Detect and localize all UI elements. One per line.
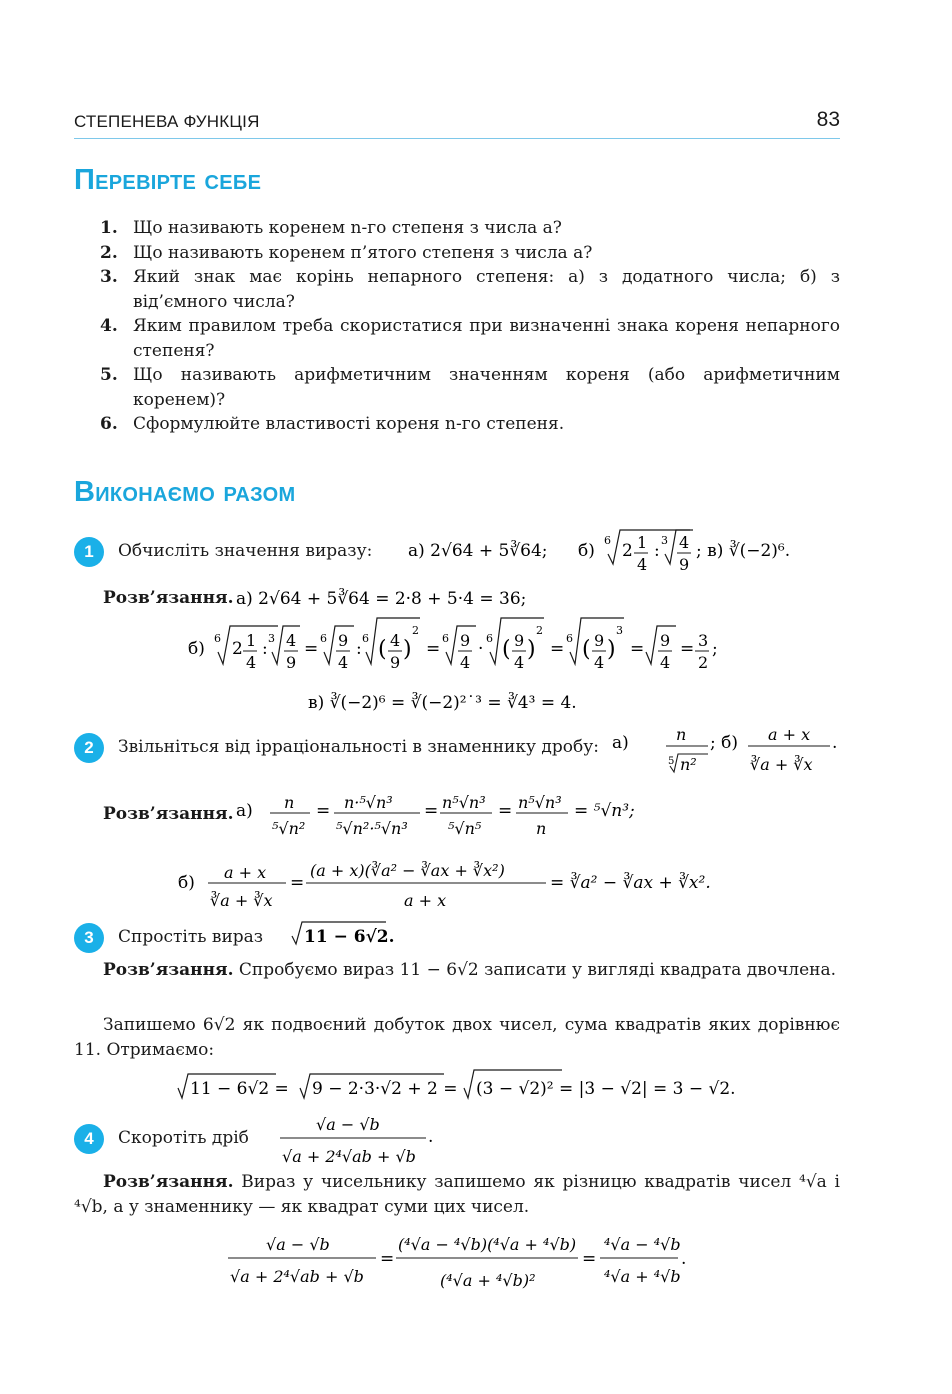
svg-text::: : — [356, 639, 362, 659]
exercise-3-paragraph-2: Запишемо 6√2 як подвоєний добуток двох чисел, сума квадратів яких дорівнює 11. Отримаємо: — [74, 1015, 840, 1060]
svg-text:4: 4 — [390, 631, 401, 650]
svg-text:а): а) — [236, 801, 253, 821]
svg-text:4: 4 — [460, 653, 471, 672]
list-item: 2. Що називають коренем п’ятого степеня з числа a? — [100, 242, 593, 263]
svg-text:.: . — [832, 733, 838, 753]
solution-1a-math — [236, 584, 576, 614]
svg-text:=: = — [582, 1249, 597, 1269]
svg-text:2: 2 — [698, 653, 709, 672]
svg-text:б): б) — [188, 639, 205, 659]
svg-text:2: 2 — [536, 624, 543, 637]
svg-text:5: 5 — [668, 756, 675, 767]
svg-text:√a + 2⁴√ab + √b: √a + 2⁴√ab + √b — [282, 1147, 416, 1166]
svg-text:б): б) — [178, 873, 195, 893]
svg-text:6: 6 — [486, 632, 493, 645]
svg-text:(: ( — [378, 637, 387, 662]
svg-text:2: 2 — [412, 624, 419, 637]
svg-text:⁵√n⁵: ⁵√n⁵ — [448, 819, 482, 838]
list-item: 3. Який знак має корінь непарного степеня: а) з додатного числа; б) з від’ємного числа? — [100, 267, 840, 312]
svg-text:а) 2√64 + 5∛64;: а) 2√64 + 5∛64; — [408, 541, 548, 561]
svg-text:6: 6 — [362, 632, 369, 645]
question-list — [100, 216, 840, 437]
exercise-badge-1: 1 — [74, 537, 104, 567]
section-title-together: Виконаємо разом — [74, 476, 296, 508]
exercise-4-task: Скоротіть дріб — [118, 1128, 249, 1148]
svg-text:9: 9 — [514, 631, 525, 650]
svg-text:4: 4 — [286, 631, 297, 650]
svg-text:n⁵√n³: n⁵√n³ — [442, 793, 486, 812]
svg-text::: : — [262, 639, 268, 659]
svg-text:(a + x)(∛a² − ∛ax + ∛x²): (a + x)(∛a² − ∛ax + ∛x²) — [310, 861, 505, 880]
exercise-1-task: Обчисліть значення виразу: — [118, 541, 373, 561]
svg-text:6: 6 — [320, 632, 327, 645]
list-item: 4. Яким правилом треба скористатися при визначенні знака кореня непарного степеня? — [100, 316, 840, 361]
svg-text:a + x: a + x — [224, 863, 267, 882]
svg-text::: : — [654, 541, 660, 561]
svg-text:(: ( — [502, 637, 511, 662]
svg-text:= ⁵√n³;: = ⁵√n³; — [574, 801, 635, 821]
svg-text:;: ; — [712, 639, 718, 659]
svg-text:2: 2 — [622, 541, 633, 561]
svg-text:6: 6 — [214, 632, 221, 645]
svg-text:2: 2 — [232, 639, 243, 659]
svg-text:): ) — [607, 637, 616, 662]
exercise-4-paragraph-1: Розв’язання. Вираз у чисельнику запишемо як різницю квадратів чисел ⁴√a і ⁴√b, а у знаменнику — як квадрат суми цих чисел. — [74, 1172, 840, 1217]
svg-text:3: 3 — [661, 534, 668, 547]
chapter-title: СТЕПЕНЕВА ФУНКЦІЯ — [74, 112, 260, 131]
svg-text:n: n — [284, 793, 295, 812]
svg-text:=: = — [550, 639, 565, 659]
svg-text:9: 9 — [660, 631, 671, 650]
exercise-3-expression — [290, 918, 410, 950]
svg-text:.: . — [428, 1127, 434, 1147]
svg-text:.: . — [681, 1249, 687, 1269]
svg-text:9: 9 — [460, 631, 471, 650]
svg-text:n: n — [536, 819, 547, 838]
svg-text:4: 4 — [338, 653, 349, 672]
solution-1c-math — [308, 684, 628, 718]
svg-text:·: · — [478, 639, 484, 659]
svg-text:3: 3 — [698, 631, 709, 650]
svg-text:n·⁵√n³: n·⁵√n³ — [344, 793, 393, 812]
svg-text:⁵√n²: ⁵√n² — [272, 819, 306, 838]
svg-text:9: 9 — [338, 631, 349, 650]
svg-text:n: n — [676, 725, 687, 744]
exercise-badge-4: 4 — [74, 1124, 104, 1154]
page-header — [74, 108, 840, 139]
svg-text:⁵√n²·⁵√n³: ⁵√n²·⁵√n³ — [336, 819, 408, 838]
svg-text:): ) — [403, 637, 412, 662]
svg-text:): ) — [527, 637, 536, 662]
svg-text:1: 1 — [637, 533, 648, 552]
svg-text:4: 4 — [594, 653, 605, 672]
svg-text:=: = — [316, 801, 331, 821]
svg-text:=: = — [680, 639, 695, 659]
svg-text:9: 9 — [390, 653, 401, 672]
svg-text:a + x: a + x — [404, 891, 447, 910]
svg-text:= ∛a² − ∛ax + ∛x².: = ∛a² − ∛ax + ∛x². — [550, 873, 711, 893]
svg-text:6: 6 — [604, 534, 611, 547]
svg-text:=: = — [304, 639, 319, 659]
page-number: 83 — [816, 108, 840, 131]
svg-text:9: 9 — [679, 555, 690, 574]
exercise-2-expressions — [612, 720, 842, 780]
svg-text:9: 9 — [594, 631, 605, 650]
solution-3-math — [176, 1068, 756, 1108]
exercise-badge-2: 2 — [74, 733, 104, 763]
svg-text:=: = — [380, 1249, 395, 1269]
svg-text:4: 4 — [637, 555, 648, 574]
exercise-2-task: Звільніться від ірраціональності в знаменнику дробу: — [118, 737, 599, 757]
svg-text:=: = — [630, 639, 645, 659]
svg-text:в) ∛(−2)⁶ = ∛(−2)²˙³ = ∛4³ = 4: в) ∛(−2)⁶ = ∛(−2)²˙³ = ∛4³ = 4. — [308, 693, 577, 713]
svg-text:6: 6 — [566, 632, 573, 645]
list-item: 5. Що називають арифметичним значенням кореня (або арифметичним коренем)? — [100, 365, 840, 410]
svg-text:∛a + ∛x: ∛a + ∛x — [750, 755, 813, 774]
svg-text:; в) ∛(−2)⁶.: ; в) ∛(−2)⁶. — [696, 541, 791, 561]
svg-text:6: 6 — [442, 632, 449, 645]
svg-text:4: 4 — [514, 653, 525, 672]
exercise-1-solution-a: Розв’язання. — [103, 588, 234, 608]
svg-text:=: = — [498, 801, 513, 821]
svg-text:9: 9 — [286, 653, 297, 672]
list-item: 1. Що називають коренем n-го степеня з числа a? — [100, 218, 562, 238]
svg-text:4: 4 — [246, 653, 257, 672]
exercise-2-solution-a: Розв’язання. — [103, 804, 234, 824]
svg-text:4: 4 — [660, 653, 671, 672]
section-title-check: Перевірте себе — [74, 164, 262, 196]
svg-text:=: = — [426, 639, 441, 659]
svg-text:n⁵√n³: n⁵√n³ — [518, 793, 562, 812]
solution-1b-math — [188, 612, 748, 682]
svg-text:=: = — [424, 801, 439, 821]
svg-text:(⁴√a − ⁴√b)(⁴√a + ⁴√b): (⁴√a − ⁴√b)(⁴√a + ⁴√b) — [398, 1235, 577, 1254]
svg-text:⁴√a − ⁴√b: ⁴√a − ⁴√b — [604, 1235, 681, 1254]
svg-text:а): а) — [612, 733, 629, 753]
exercise-badge-3: 3 — [74, 923, 104, 953]
svg-text:a + x: a + x — [768, 725, 811, 744]
solution-4-math — [226, 1226, 706, 1298]
svg-text:1: 1 — [246, 631, 257, 650]
exercise-4-expression — [276, 1108, 446, 1170]
svg-text:√a − √b: √a − √b — [266, 1235, 330, 1254]
exercise-1-expressions — [408, 522, 828, 582]
svg-text:3: 3 — [616, 624, 623, 637]
svg-text:√a − √b: √a − √b — [316, 1115, 380, 1134]
list-item: 6. Сформулюйте властивості кореня n-го степеня. — [100, 414, 565, 434]
svg-text:∛a + ∛x: ∛a + ∛x — [210, 891, 273, 910]
svg-text:(3 − √2)² = |3 − √2| = 3 − √2.: (3 − √2)² = |3 − √2| = 3 − √2. — [476, 1079, 736, 1099]
svg-text:(: ( — [582, 637, 591, 662]
exercise-3-task: Спростіть вираз — [118, 927, 264, 947]
svg-text:; б): ; б) — [710, 733, 738, 753]
svg-text:3: 3 — [268, 632, 275, 645]
svg-text:11 − 6√2.: 11 − 6√2. — [304, 927, 395, 947]
exercise-3-paragraph-1: Розв’язання. Спробуємо вираз 11 − 6√2 записати у вигляді квадрата двочлена. — [103, 960, 837, 980]
svg-text:11 − 6√2 =: 11 − 6√2 = — [190, 1079, 289, 1099]
svg-text:√a + 2⁴√ab + √b: √a + 2⁴√ab + √b — [230, 1267, 364, 1286]
svg-text:⁴√a + ⁴√b: ⁴√a + ⁴√b — [604, 1267, 681, 1286]
svg-text:4: 4 — [679, 533, 690, 552]
svg-text:а) 2√64 + 5∛64 = 2·8 + 5·4 = 3: а) 2√64 + 5∛64 = 2·8 + 5·4 = 36; — [236, 589, 527, 609]
svg-text:=: = — [290, 873, 305, 893]
svg-text:n²: n² — [680, 755, 697, 774]
solution-2b-math — [178, 852, 738, 912]
solution-2a-math — [236, 786, 656, 844]
svg-text:б): б) — [578, 541, 595, 561]
svg-text:(⁴√a + ⁴√b)²: (⁴√a + ⁴√b)² — [440, 1271, 536, 1290]
svg-text:9 − 2·3·√2 + 2 =: 9 − 2·3·√2 + 2 = — [312, 1079, 458, 1099]
